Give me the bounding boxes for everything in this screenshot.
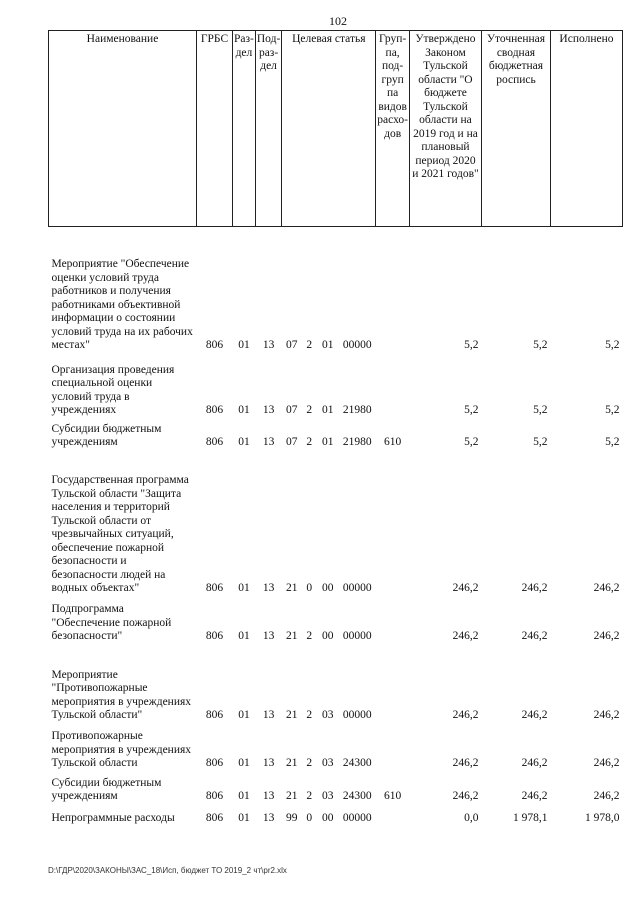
row-approved: 246,2 [452,790,479,802]
row-approved: 246,2 [452,709,479,721]
row-target-subprogram: 0 [306,812,313,824]
row-target-direction: 24300 [342,757,372,769]
table-row [49,804,623,826]
row-expense-group: 610 [384,790,402,802]
row-refined: 5,2 [533,404,548,416]
header-podrazdel: Под-раз-дел [255,31,281,227]
row-podrazdel: 13 [262,404,275,416]
row-grbs: 806 [205,339,224,351]
table-row [49,418,623,450]
row-executed: 5,2 [605,404,620,416]
row-target-event: 03 [322,790,334,802]
row-target-direction: 00000 [342,582,372,594]
row-podrazdel: 13 [262,582,275,594]
row-razdel: 01 [238,630,250,642]
table-row [49,353,623,418]
row-target-event: 00 [322,812,334,824]
row-podrazdel: 13 [262,812,275,824]
row-refined: 246,2 [521,757,548,769]
row-target-direction: 00000 [342,709,372,721]
table-row [49,227,623,353]
row-target-program: 21 [286,790,298,802]
row-approved: 246,2 [452,630,479,642]
row-podrazdel: 13 [262,757,275,769]
row-target-subprogram: 2 [306,436,313,448]
row-expense-group [376,353,410,418]
row-target-program: 07 [286,436,298,448]
row-executed: 246,2 [593,582,620,594]
row-approved: 246,2 [452,757,479,769]
row-target-subprogram: 2 [306,709,313,721]
row-expense-group [376,596,410,644]
row-razdel: 01 [238,339,250,351]
row-razdel: 01 [238,790,250,802]
row-name: Государственная программа Тульской области "Защита населения и территорий Тульской области от чрезвычайных ситуаций, обеспечение пожарной безопасности и безопасности людей на водных объектах" [51,474,189,594]
row-target-program: 21 [286,630,298,642]
row-target-subprogram: 2 [306,757,313,769]
row-grbs: 806 [205,812,224,824]
row-target-direction: 00000 [342,812,372,824]
row-target-program: 21 [286,757,298,769]
row-podrazdel: 13 [262,339,275,351]
row-target-event: 01 [322,404,334,416]
row-target-direction: 00000 [342,339,372,351]
row-target-subprogram: 2 [306,630,313,642]
header-name: Наименование [49,31,197,227]
row-podrazdel: 13 [262,790,275,802]
row-name: Субсидии бюджетным учреждениям [51,776,162,802]
row-executed: 1 978,0 [584,812,620,824]
table-row [49,644,623,723]
row-razdel: 01 [238,757,250,769]
row-target-event: 03 [322,757,334,769]
row-target-event: 01 [322,436,334,448]
header-target-article: Целевая статья [282,31,376,227]
row-approved: 5,2 [464,339,479,351]
page-number: 102 [329,14,347,28]
row-refined: 1 978,1 [512,812,548,824]
row-razdel: 01 [238,436,250,448]
row-refined: 246,2 [521,790,548,802]
row-expense-group [376,804,410,826]
row-refined: 5,2 [533,436,548,448]
row-refined: 246,2 [521,709,548,721]
row-executed: 246,2 [593,709,620,721]
row-target-program: 07 [286,404,298,416]
row-name: Мероприятие "Обеспечение оценки условий труда работников и получения работниками объективной информации о состоянии условий труда на их рабочих местах" [51,258,193,351]
row-target-direction: 00000 [342,630,372,642]
row-executed: 246,2 [593,790,620,802]
row-razdel: 01 [238,709,250,721]
row-name: Субсидии бюджетным учреждениям [51,422,162,448]
row-target-direction: 21980 [342,404,372,416]
header-executed: Исполнено [550,31,622,227]
row-podrazdel: 13 [262,630,275,642]
row-approved: 5,2 [464,436,479,448]
row-expense-group [376,450,410,596]
table-row [49,450,623,596]
row-podrazdel: 13 [262,709,275,721]
row-target-subprogram: 0 [306,582,313,594]
table-row [49,596,623,644]
row-grbs: 806 [205,757,224,769]
table-row [49,723,623,771]
row-approved: 0,0 [464,812,479,824]
header-razdel: Раз-дел [233,31,256,227]
row-expense-group [376,723,410,771]
row-name: Подпрограмма "Обеспечение пожарной безопасности" [51,603,172,642]
row-podrazdel: 13 [262,436,275,448]
header-expense-group: Груп-па, под-груп па видов расхо-дов [376,31,410,227]
row-grbs: 806 [205,630,224,642]
row-target-event: 00 [322,582,334,594]
row-executed: 5,2 [605,339,620,351]
row-target-direction: 24300 [342,790,372,802]
row-approved: 246,2 [452,582,479,594]
row-target-program: 21 [286,582,298,594]
row-grbs: 806 [205,404,224,416]
row-name: Организация проведения специальной оценки условий труда в учреждениях [51,363,175,416]
row-target-program: 07 [286,339,298,351]
budget-table [48,30,623,826]
row-razdel: 01 [238,582,250,594]
row-approved: 5,2 [464,404,479,416]
row-refined: 5,2 [533,339,548,351]
row-executed: 246,2 [593,630,620,642]
row-target-event: 01 [322,339,334,351]
table-row [49,771,623,804]
row-name: Непрограммные расходы [51,812,175,824]
footer-file-path: D:\ГДР\2020\ЗАКОНЫ\ЗАС_18\Исп, бюджет ТО 2019_2 чт\pr2.xlx [48,866,287,875]
row-target-program: 99 [286,812,298,824]
row-grbs: 806 [205,436,224,448]
row-refined: 246,2 [521,582,548,594]
row-target-direction: 21980 [342,436,372,448]
row-grbs: 806 [205,582,224,594]
header-refined: Уточненная сводная бюджетная роспись [481,31,550,227]
row-executed: 246,2 [593,757,620,769]
header-approved: Утверждено Законом Тульской области "О бюджете Тульской области на 2019 год и на плановый период 2020 и 2021 годов" [409,31,481,227]
row-expense-group [376,644,410,723]
row-target-subprogram: 2 [306,790,313,802]
row-expense-group [376,227,410,353]
row-target-subprogram: 2 [306,404,313,416]
row-target-event: 03 [322,709,334,721]
row-target-subprogram: 2 [306,339,313,351]
table-header-row [49,31,623,227]
row-name: Противопожарные мероприятия в учреждениях Тульской области [51,730,192,769]
row-razdel: 01 [238,404,250,416]
row-target-program: 21 [286,709,298,721]
row-target-event: 00 [322,630,334,642]
row-refined: 246,2 [521,630,548,642]
row-expense-group: 610 [384,436,402,448]
row-grbs: 806 [205,709,224,721]
row-name: Мероприятие "Противопожарные мероприятия в учреждениях Тульской области" [51,668,192,721]
row-razdel: 01 [238,812,250,824]
header-grbs: ГРБС [197,31,233,227]
row-executed: 5,2 [605,436,620,448]
row-grbs: 806 [205,790,224,802]
